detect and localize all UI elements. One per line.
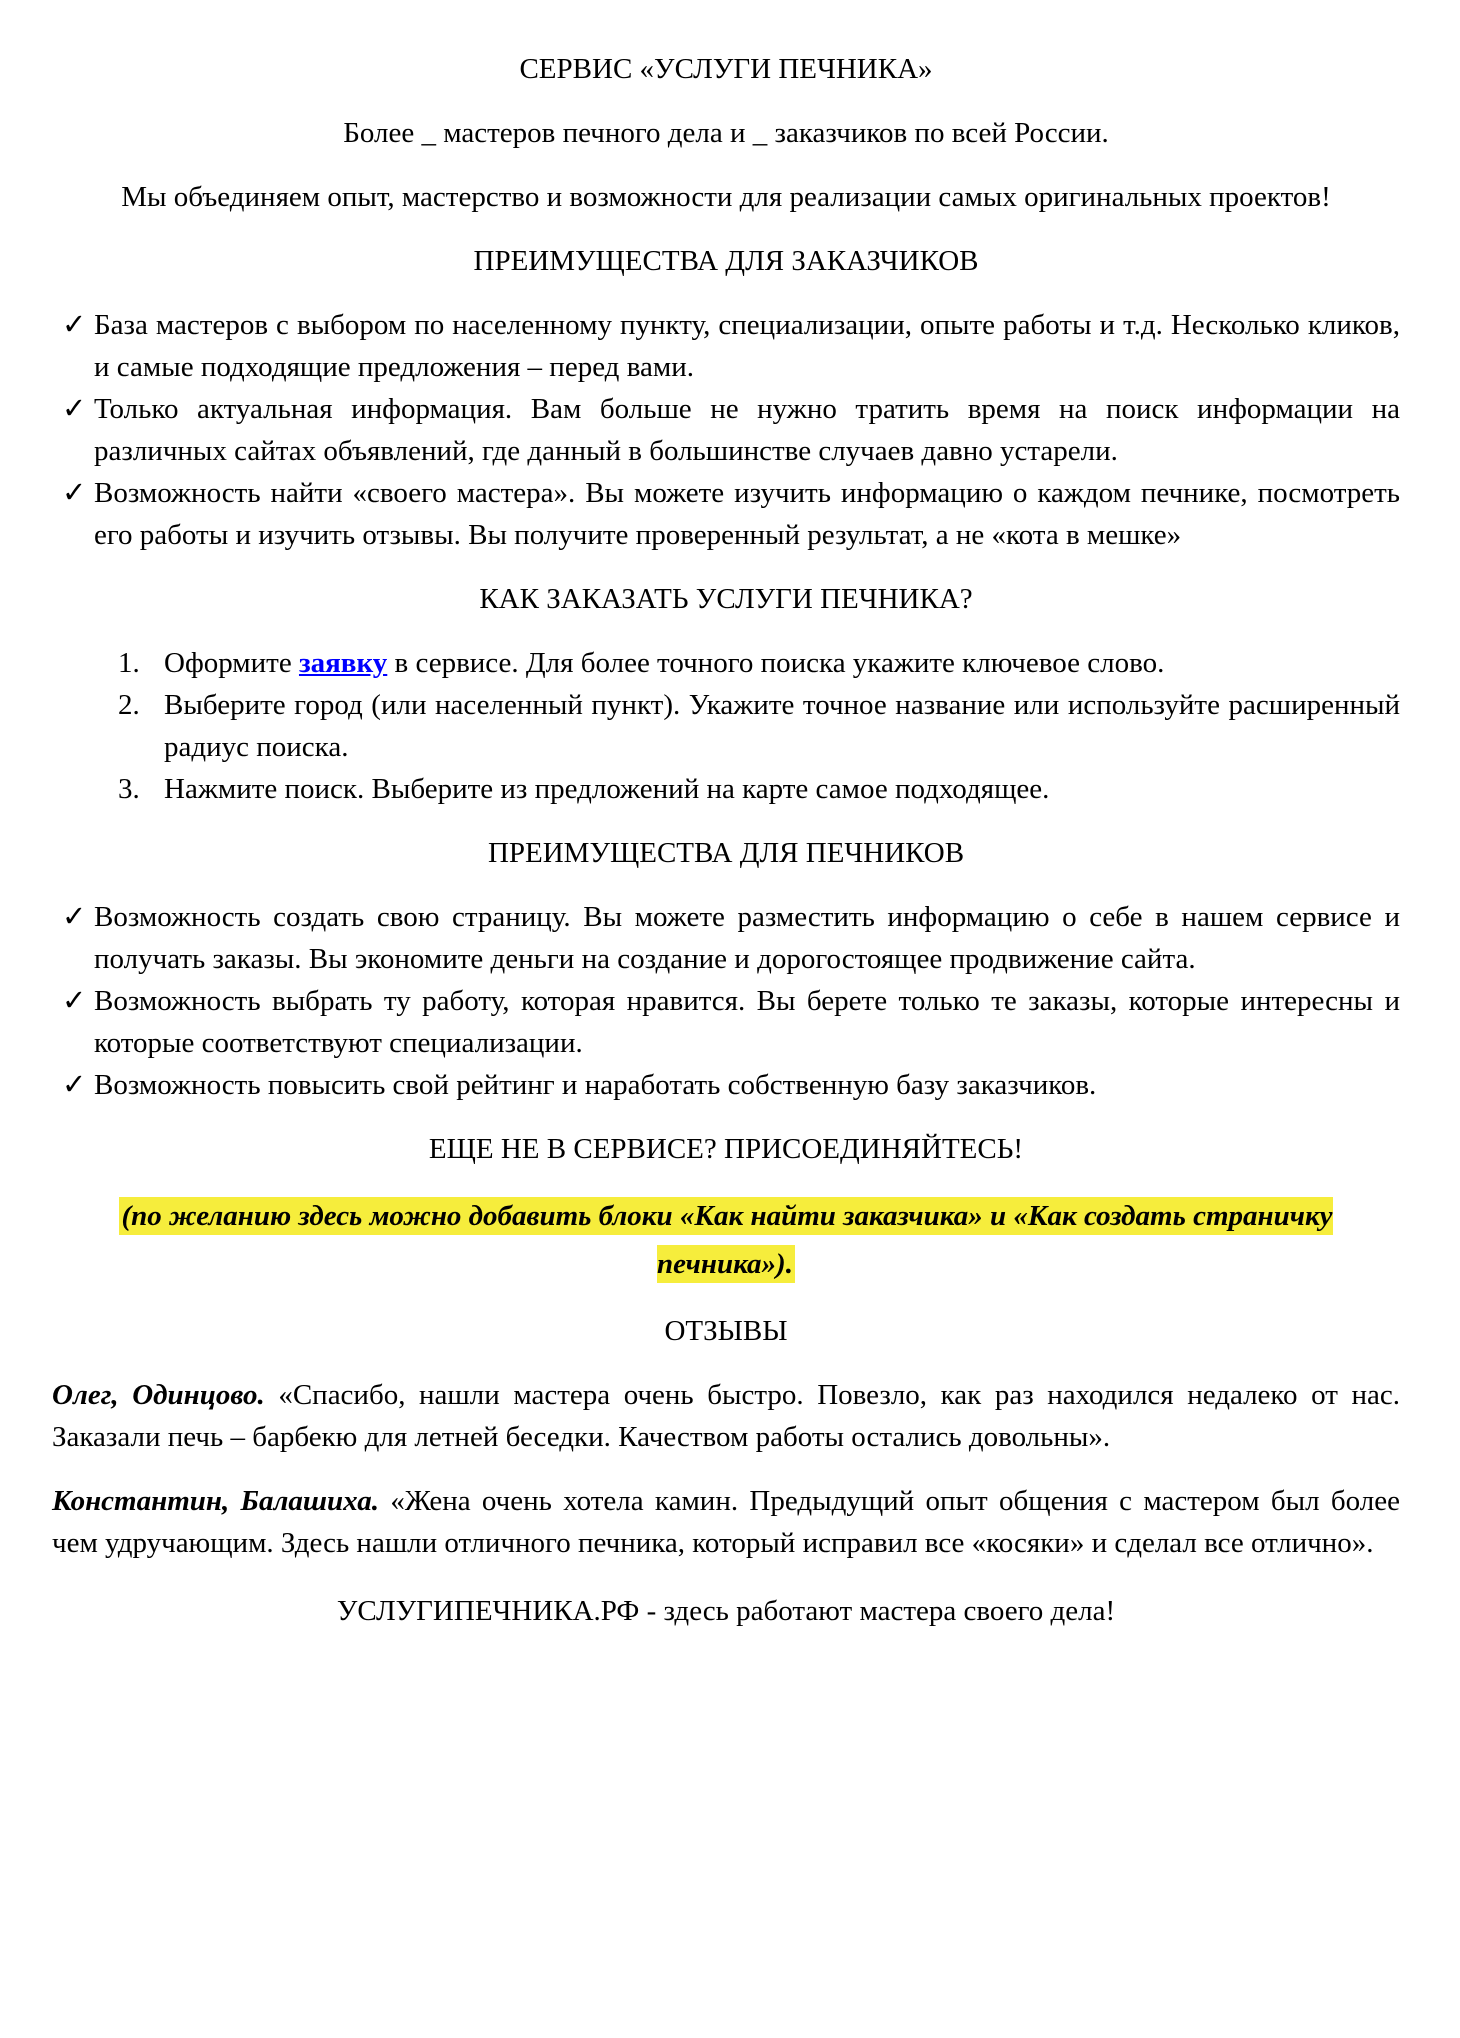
section-heading-join: ЕЩЕ НЕ В СЕРВИСЕ? ПРИСОЕДИНЯЙТЕСЬ! bbox=[428, 1133, 1024, 1165]
check-bullet-icon: ✓ bbox=[62, 477, 87, 509]
page-subtitle: Более _ мастеров печного дела и _ заказчиков по всей России. bbox=[343, 117, 1109, 149]
request-link[interactable]: заявку bbox=[298, 647, 388, 679]
review-author: Константин, Балашиха. bbox=[52, 1485, 380, 1517]
list-item bbox=[52, 980, 1400, 1064]
step-item bbox=[52, 684, 1400, 768]
section-heading-customers: ПРЕИМУЩЕСТВА ДЛЯ ЗАКАЗЧИКОВ bbox=[473, 245, 979, 277]
list-item bbox=[52, 388, 1400, 472]
order-steps-list bbox=[52, 642, 1400, 810]
step-number: 2. bbox=[118, 689, 140, 721]
highlight-note: (по желанию здесь можно добавить блоки «Как найти заказчика» и «Как создать страничку печника»). bbox=[119, 1197, 1332, 1283]
check-bullet-icon: ✓ bbox=[62, 1069, 87, 1101]
review-author: Олег, Одинцово. bbox=[52, 1379, 265, 1411]
intro-paragraph: Мы объединяем опыт, мастерство и возможности для реализации самых оригинальных проектов! bbox=[121, 181, 1331, 213]
list-item bbox=[52, 472, 1400, 556]
highlight-note-paragraph bbox=[52, 1192, 1400, 1288]
check-bullet-icon: ✓ bbox=[62, 985, 87, 1017]
step-number: 1. bbox=[118, 647, 140, 679]
step-text: Выберите город (или населенный пункт). Укажите точное название или используйте расширенный радиус поиска. bbox=[164, 689, 1400, 763]
page-title: СЕРВИС «УСЛУГИ ПЕЧНИКА» bbox=[519, 53, 933, 85]
list-item-text: Возможность создать свою страницу. Вы можете разместить информацию о себе в нашем сервисе и получать заказы. Вы экономите деньги на создание и дорогостоящее продвижение сайта. bbox=[94, 901, 1400, 975]
customers-benefits-list bbox=[52, 304, 1400, 556]
section-heading-masters: ПРЕИМУЩЕСТВА ДЛЯ ПЕЧНИКОВ bbox=[487, 837, 965, 869]
list-item bbox=[52, 1064, 1400, 1106]
footer-tagline: УСЛУГИПЕЧНИКА.РФ - здесь работают мастера своего дела! bbox=[336, 1595, 1116, 1627]
list-item-text: Возможность выбрать ту работу, которая нравится. Вы берете только те заказы, которые интересны и которые соответствуют специализации. bbox=[94, 985, 1400, 1059]
check-bullet-icon: ✓ bbox=[62, 901, 87, 933]
step-text bbox=[164, 642, 1400, 684]
check-bullet-icon: ✓ bbox=[62, 393, 87, 425]
review-item bbox=[52, 1480, 1400, 1564]
step-text: Нажмите поиск. Выберите из предложений на карте самое подходящее. bbox=[164, 773, 1050, 805]
step-item bbox=[52, 642, 1400, 684]
list-item-text: Только актуальная информация. Вам больше не нужно тратить время на поиск информации на различных сайтах объявлений, где данный в большинстве случаев давно устарели. bbox=[94, 393, 1400, 467]
list-item bbox=[52, 896, 1400, 980]
step-text-suffix: в сервисе. Для более точного поиска укажите ключевое слово. bbox=[394, 647, 1165, 679]
review-item bbox=[52, 1374, 1400, 1458]
masters-benefits-list bbox=[52, 896, 1400, 1106]
list-item-text: Возможность повысить свой рейтинг и наработать собственную базу заказчиков. bbox=[94, 1069, 1097, 1101]
section-heading-reviews: ОТЗЫВЫ bbox=[664, 1315, 788, 1347]
review-text: «Спасибо, нашли мастера очень быстро. Повезло, как раз находился недалеко от нас. Заказали печь – барбекю для летней беседки. Качеством работы остались довольны». bbox=[52, 1379, 1400, 1453]
review-text: «Жена очень хотела камин. Предыдущий опыт общения с мастером был более чем удручающим. Здесь нашли отличного печника, который исправил все «косяки» и сделал все отлично». bbox=[52, 1485, 1401, 1559]
list-item-text: Возможность найти «своего мастера». Вы можете изучить информацию о каждом печнике, посмотреть его работы и изучить отзывы. Вы получите проверенный результат, а не «кота в мешке» bbox=[94, 477, 1400, 551]
step-text-prefix: Оформите bbox=[164, 647, 292, 679]
list-item-text: База мастеров с выбором по населенному пункту, специализации, опыте работы и т.д. Несколько кликов, и самые подходящие предложения – перед вами. bbox=[94, 309, 1400, 383]
check-bullet-icon: ✓ bbox=[62, 309, 87, 341]
step-item bbox=[52, 768, 1400, 810]
section-heading-how-to-order: КАК ЗАКАЗАТЬ УСЛУГИ ПЕЧНИКА? bbox=[479, 583, 973, 615]
step-number: 3. bbox=[118, 773, 140, 805]
list-item bbox=[52, 304, 1400, 388]
